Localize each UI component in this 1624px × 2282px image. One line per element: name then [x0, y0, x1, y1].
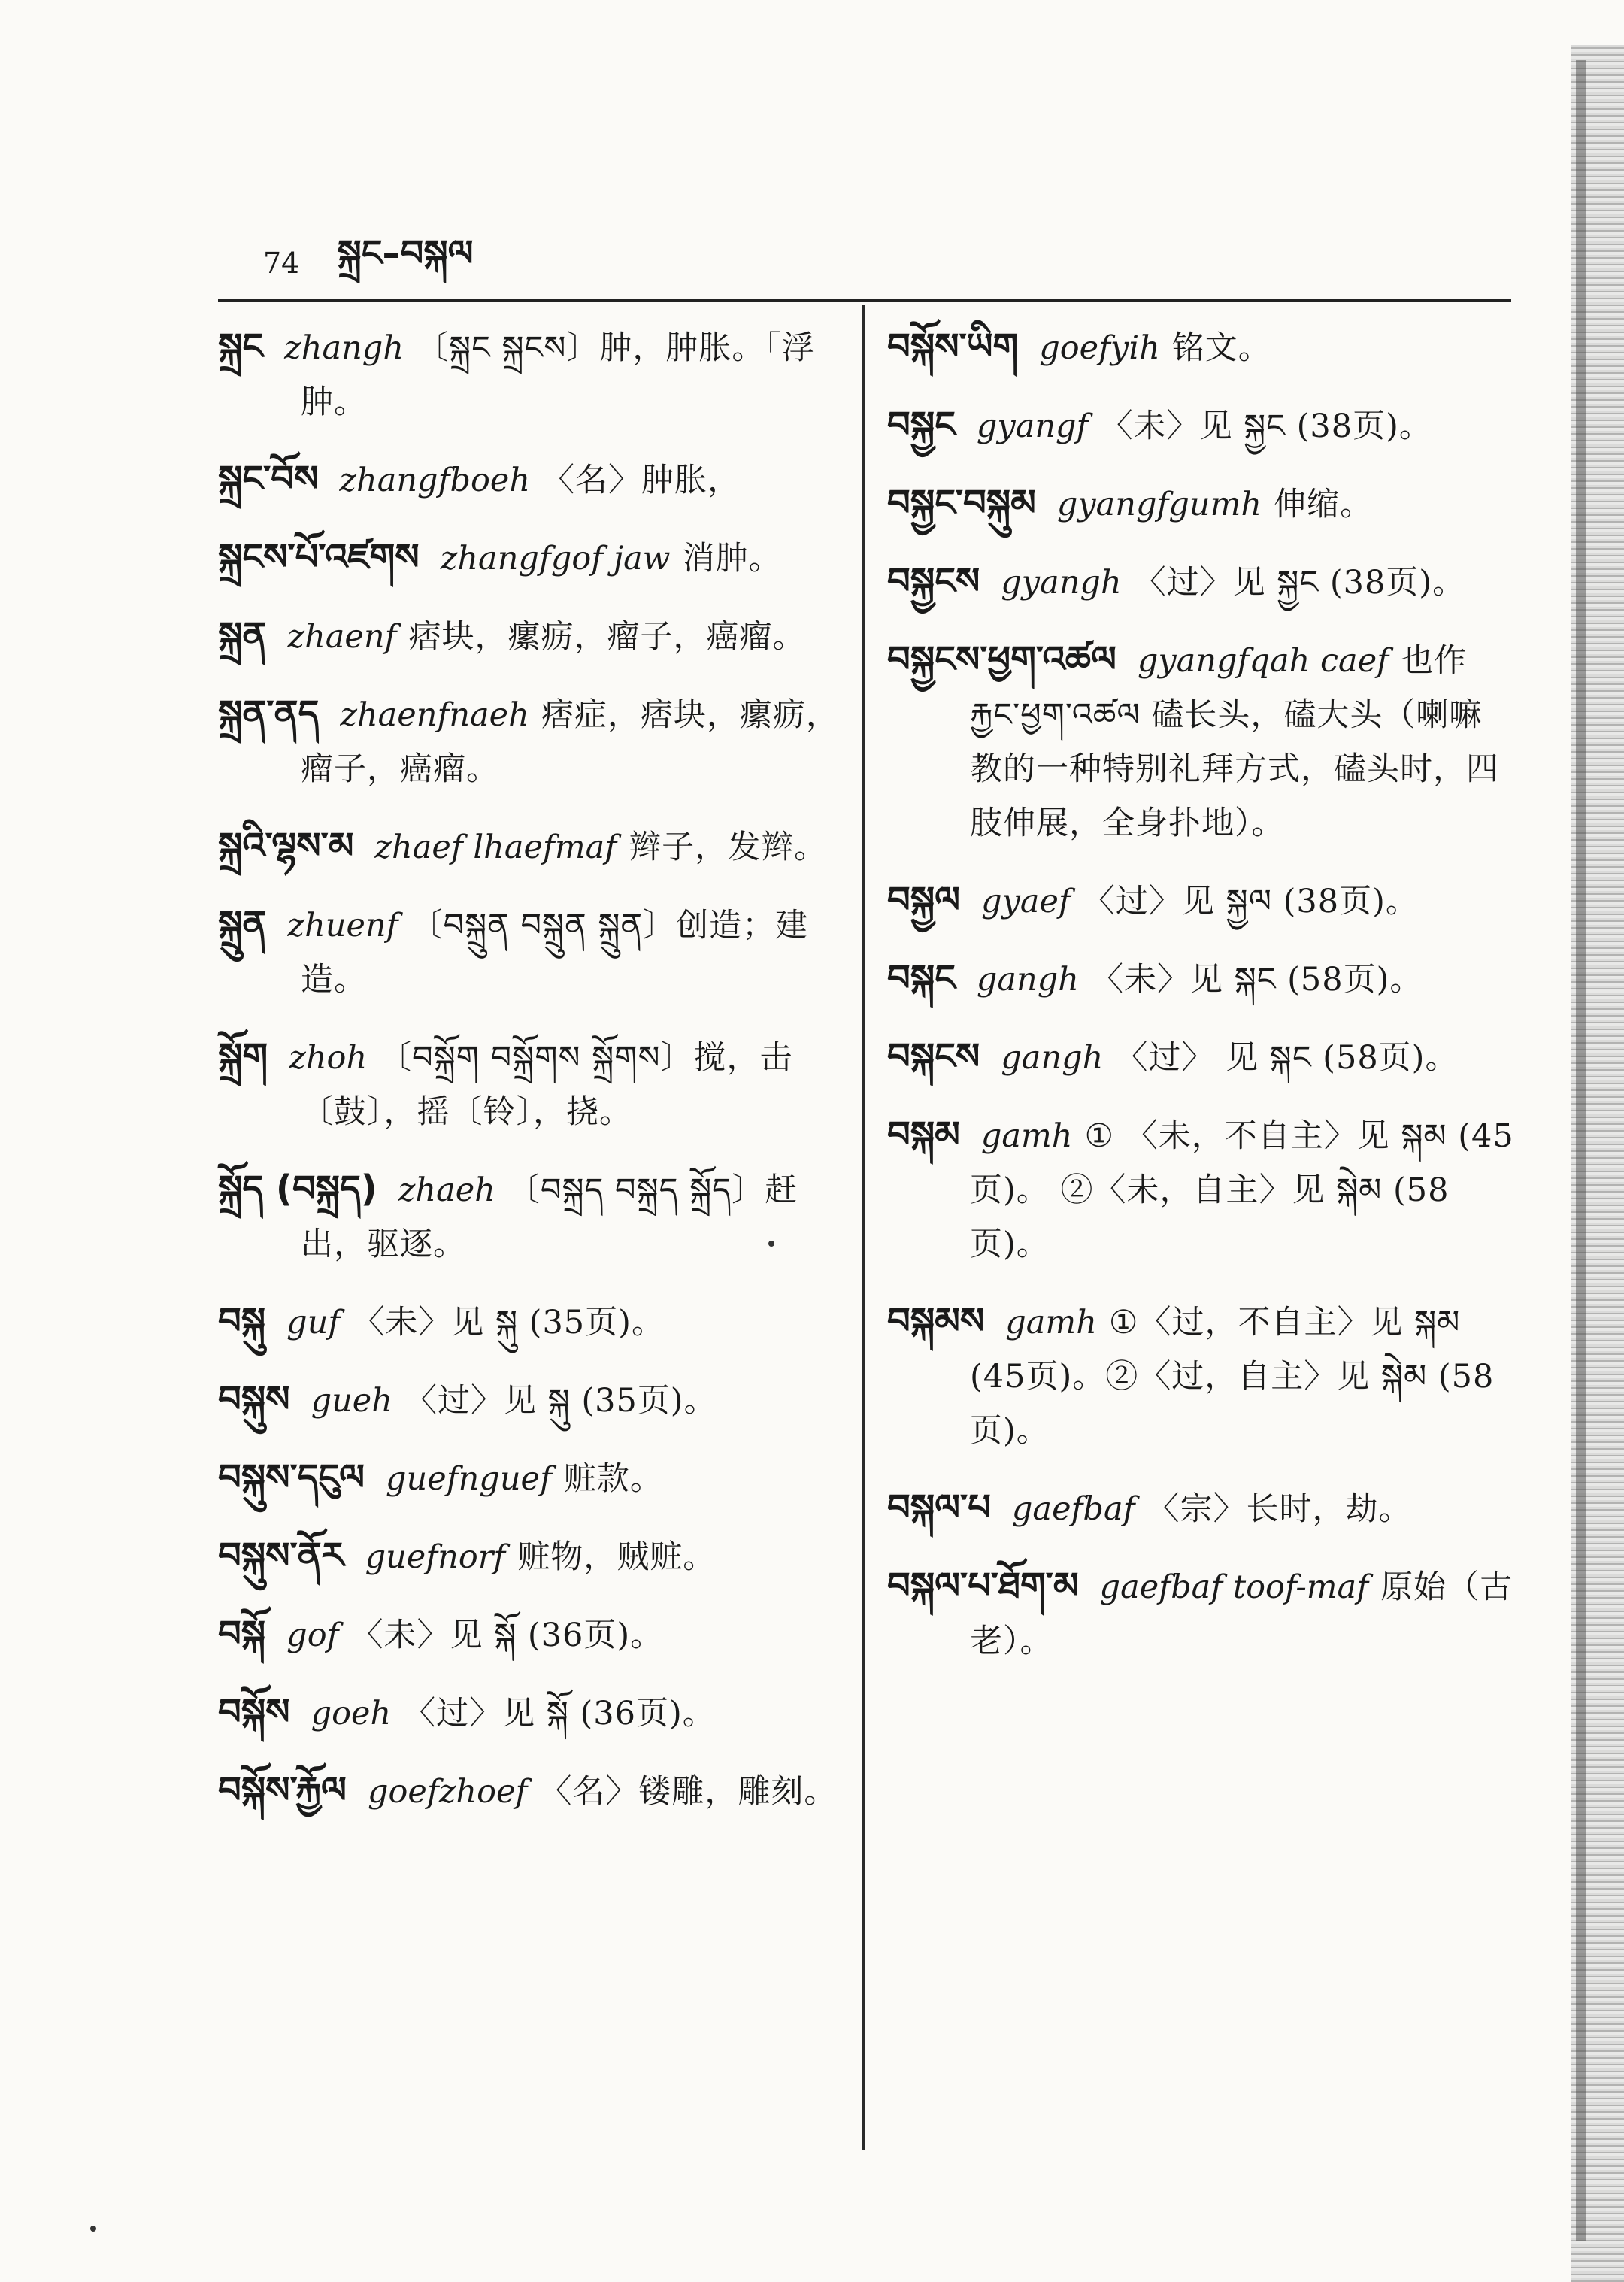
headword: སྐྲོད (བསྐྲད) — [218, 1168, 377, 1210]
headword: བསྐྱང — [887, 404, 956, 446]
romanization: zhaeh — [398, 1171, 495, 1209]
dictionary-entry — [218, 530, 850, 586]
romanization: zhangh — [284, 329, 404, 367]
dictionary-entry — [887, 1029, 1515, 1085]
scan-edge-shadow — [1576, 60, 1586, 2241]
romanization: zhangfgof jaw — [440, 540, 671, 577]
headword: བསྐང — [887, 957, 956, 999]
headword: སྐྲན་ནད — [218, 692, 320, 735]
headword: སྐྲུན — [218, 903, 267, 945]
dictionary-entry — [218, 608, 850, 664]
page-header — [263, 232, 495, 286]
headword: བསྐྱལ — [887, 879, 961, 921]
definition: 〈名〉肿胀， — [542, 462, 741, 499]
definition: 〔བསྐྲུན བསྐྲུན སྐྲུན〕创造；建造。 — [301, 907, 809, 999]
definition: 赃款。 — [563, 1460, 663, 1498]
definition: 〈宗〉长时，劫。 — [1147, 1490, 1412, 1528]
dictionary-entry — [218, 1685, 850, 1741]
definition: 〔བསྐྲད བསྐྲད སྐྲོད〕赶出，驱逐。 — [301, 1171, 798, 1263]
definition: 〈未〉见 སྐང (58页)。 — [1090, 961, 1423, 999]
definition: 〈未〉见 སྐྱང (38页)。 — [1100, 408, 1432, 445]
dictionary-entry — [887, 873, 1515, 929]
headword: སྐྲང — [218, 326, 264, 368]
romanization: guefnorf — [365, 1538, 506, 1576]
romanization: gyaef — [981, 883, 1071, 920]
definition: 〔བསྐྲོག བསྐྲོགས སྐྲོགས〕搅，击〔鼓〕，摇〔铃〕，挠。 — [301, 1039, 793, 1131]
definition: 〈过〉见 སྐུ (35页)。 — [404, 1382, 717, 1420]
definition: 〔སྐྲང སྐྲངས〕肿，肿胀。「浮肿。 — [301, 329, 815, 421]
headword: བསྐལ་པ་ཐོག་མ — [887, 1565, 1079, 1607]
romanization: gangh — [976, 961, 1079, 999]
headword: སྐྲངས་པོ་འཛགས — [218, 536, 420, 578]
speck — [90, 2226, 96, 2232]
column-divider — [862, 305, 865, 2150]
dictionary-entry — [218, 1607, 850, 1662]
definition: 〈过〉见 སྐོ (36页)。 — [403, 1695, 716, 1732]
headword: སྐྲང་བོས — [218, 458, 319, 500]
headword: བསྐུས་དངུལ — [218, 1456, 365, 1499]
dictionary-entry — [218, 897, 850, 1007]
definition: 〈未〉见 སྐུ (35页)。 — [352, 1304, 665, 1341]
dictionary-entry — [887, 1559, 1515, 1668]
dictionary-entry — [218, 452, 850, 508]
romanization: zhuenf — [287, 907, 398, 944]
romanization: gaefbaf toof-maf — [1099, 1568, 1369, 1606]
romanization: gangh — [1001, 1039, 1104, 1077]
headword: བསྐྱངས — [887, 560, 980, 602]
definition: 消肿。 — [682, 540, 782, 577]
romanization: zhaenfnaeh — [340, 696, 529, 734]
dictionary-entry — [887, 476, 1515, 532]
dictionary-entry — [887, 398, 1515, 453]
definition: 〈名〉镂雕，雕刻。 — [539, 1773, 838, 1811]
dictionary-entry — [887, 320, 1515, 375]
romanization: gyangfgumh — [1056, 486, 1262, 523]
headword: བསྐུས་ནོར — [218, 1535, 344, 1577]
romanization: gyangf — [976, 408, 1089, 445]
definition: ① 〈未，不自主〉见 སྐམ (45页)。 ②〈未，自主〉见 སྐེམ (58页)。 — [970, 1117, 1514, 1263]
dictionary-entry — [218, 686, 850, 796]
romanization: gamh — [1005, 1304, 1097, 1341]
definition: 也作 རྐྱང་ཕྱག་འཚལ 磕长头，磕大头（喇嘛教的一种特别礼拜方式，磕头时，四肢伸展，全身扑地）。 — [970, 642, 1499, 842]
definition: 伸缩。 — [1274, 486, 1374, 523]
romanization: gof — [286, 1617, 339, 1654]
dictionary-entry — [887, 1108, 1515, 1271]
romanization: goefyih — [1039, 329, 1160, 367]
definition: 〈过〉 见 སྐང (58页)。 — [1115, 1039, 1459, 1077]
romanization: gaefbaf — [1011, 1490, 1135, 1528]
dictionary-entry — [218, 1029, 850, 1139]
dictionary-entry — [218, 320, 850, 429]
headword: བསྐོས་ཡིག — [887, 326, 1019, 368]
romanization: gyangfqah caef — [1137, 642, 1389, 680]
definition: 原始（古老）。 — [970, 1568, 1513, 1660]
definition: ①〈过，不自主〉见 སྐམ (45页)。②〈过，自主〉见 སྐེམ (58页)。 — [970, 1304, 1495, 1450]
dictionary-entry — [887, 554, 1515, 610]
headword: བསྐལ་པ — [887, 1486, 991, 1529]
headword: བསྐོས — [218, 1691, 290, 1733]
dictionary-entry — [218, 1529, 850, 1584]
romanization: gueh — [311, 1382, 392, 1420]
dictionary-entry — [218, 1763, 850, 1819]
romanization: zhangfboeh — [339, 462, 531, 499]
dictionary-entry — [218, 1372, 850, 1428]
dictionary-entry — [887, 1294, 1515, 1458]
definition: 〈过〉见 སྐྱལ (38页)。 — [1082, 883, 1419, 920]
definition: 〈过〉见 སྐྱང (38页)。 — [1133, 564, 1466, 602]
romanization: guf — [286, 1304, 341, 1341]
header-rule — [218, 299, 1511, 302]
dictionary-entry — [887, 632, 1515, 850]
dictionary-entry — [218, 1450, 850, 1506]
headword: བསྐོས་རྐྱོལ — [218, 1769, 347, 1811]
headword: བསྐུས — [218, 1378, 290, 1420]
romanization: goefzhoef — [367, 1773, 528, 1811]
headword: སྐྲའི་ལྷས་མ — [218, 825, 354, 867]
headword: བསྐམས — [887, 1300, 985, 1342]
running-title: སྐྲང–བསྐལ — [337, 232, 474, 274]
headword: སྐྲོག — [218, 1035, 268, 1077]
romanization: goeh — [311, 1695, 392, 1732]
dictionary-entry — [218, 819, 850, 874]
page-number: 74 — [263, 247, 300, 280]
definition: 〈未〉见 སྐོ (36页)。 — [350, 1617, 664, 1654]
dictionary-entry — [218, 1162, 850, 1271]
headword: བསྐངས — [887, 1035, 980, 1077]
headword: བསྐོ — [218, 1613, 266, 1655]
definition: 铭文。 — [1171, 329, 1271, 367]
left-column — [218, 320, 850, 1841]
right-column — [887, 320, 1515, 1691]
headword: བསྐམ — [887, 1114, 960, 1156]
dictionary-entry — [887, 1480, 1515, 1536]
definition: 辫子，发辫。 — [629, 829, 828, 866]
headword: སྐྲན — [218, 614, 267, 656]
definition: 痞症，痞块，瘰疬，瘤子，癌瘤。 — [301, 696, 839, 788]
headword: བསྐྱངས་ཕྱག་འཚལ — [887, 638, 1116, 680]
headword: བསྐུ — [218, 1300, 266, 1342]
romanization: guefnguef — [386, 1460, 552, 1498]
romanization: zhoh — [289, 1039, 368, 1077]
definition: 赃物，贼赃。 — [517, 1538, 717, 1576]
romanization: zhaef lhaefmaf — [374, 829, 617, 866]
romanization: gamh — [980, 1117, 1073, 1155]
headword: བསྐྱང་བསྐུམ — [887, 482, 1036, 524]
dictionary-entry — [887, 951, 1515, 1007]
dictionary-entry — [218, 1294, 850, 1350]
definition: 痞块，瘰疬，瘤子，癌瘤。 — [408, 618, 806, 656]
romanization: gyangh — [1001, 564, 1122, 602]
romanization: zhaenf — [287, 618, 397, 656]
